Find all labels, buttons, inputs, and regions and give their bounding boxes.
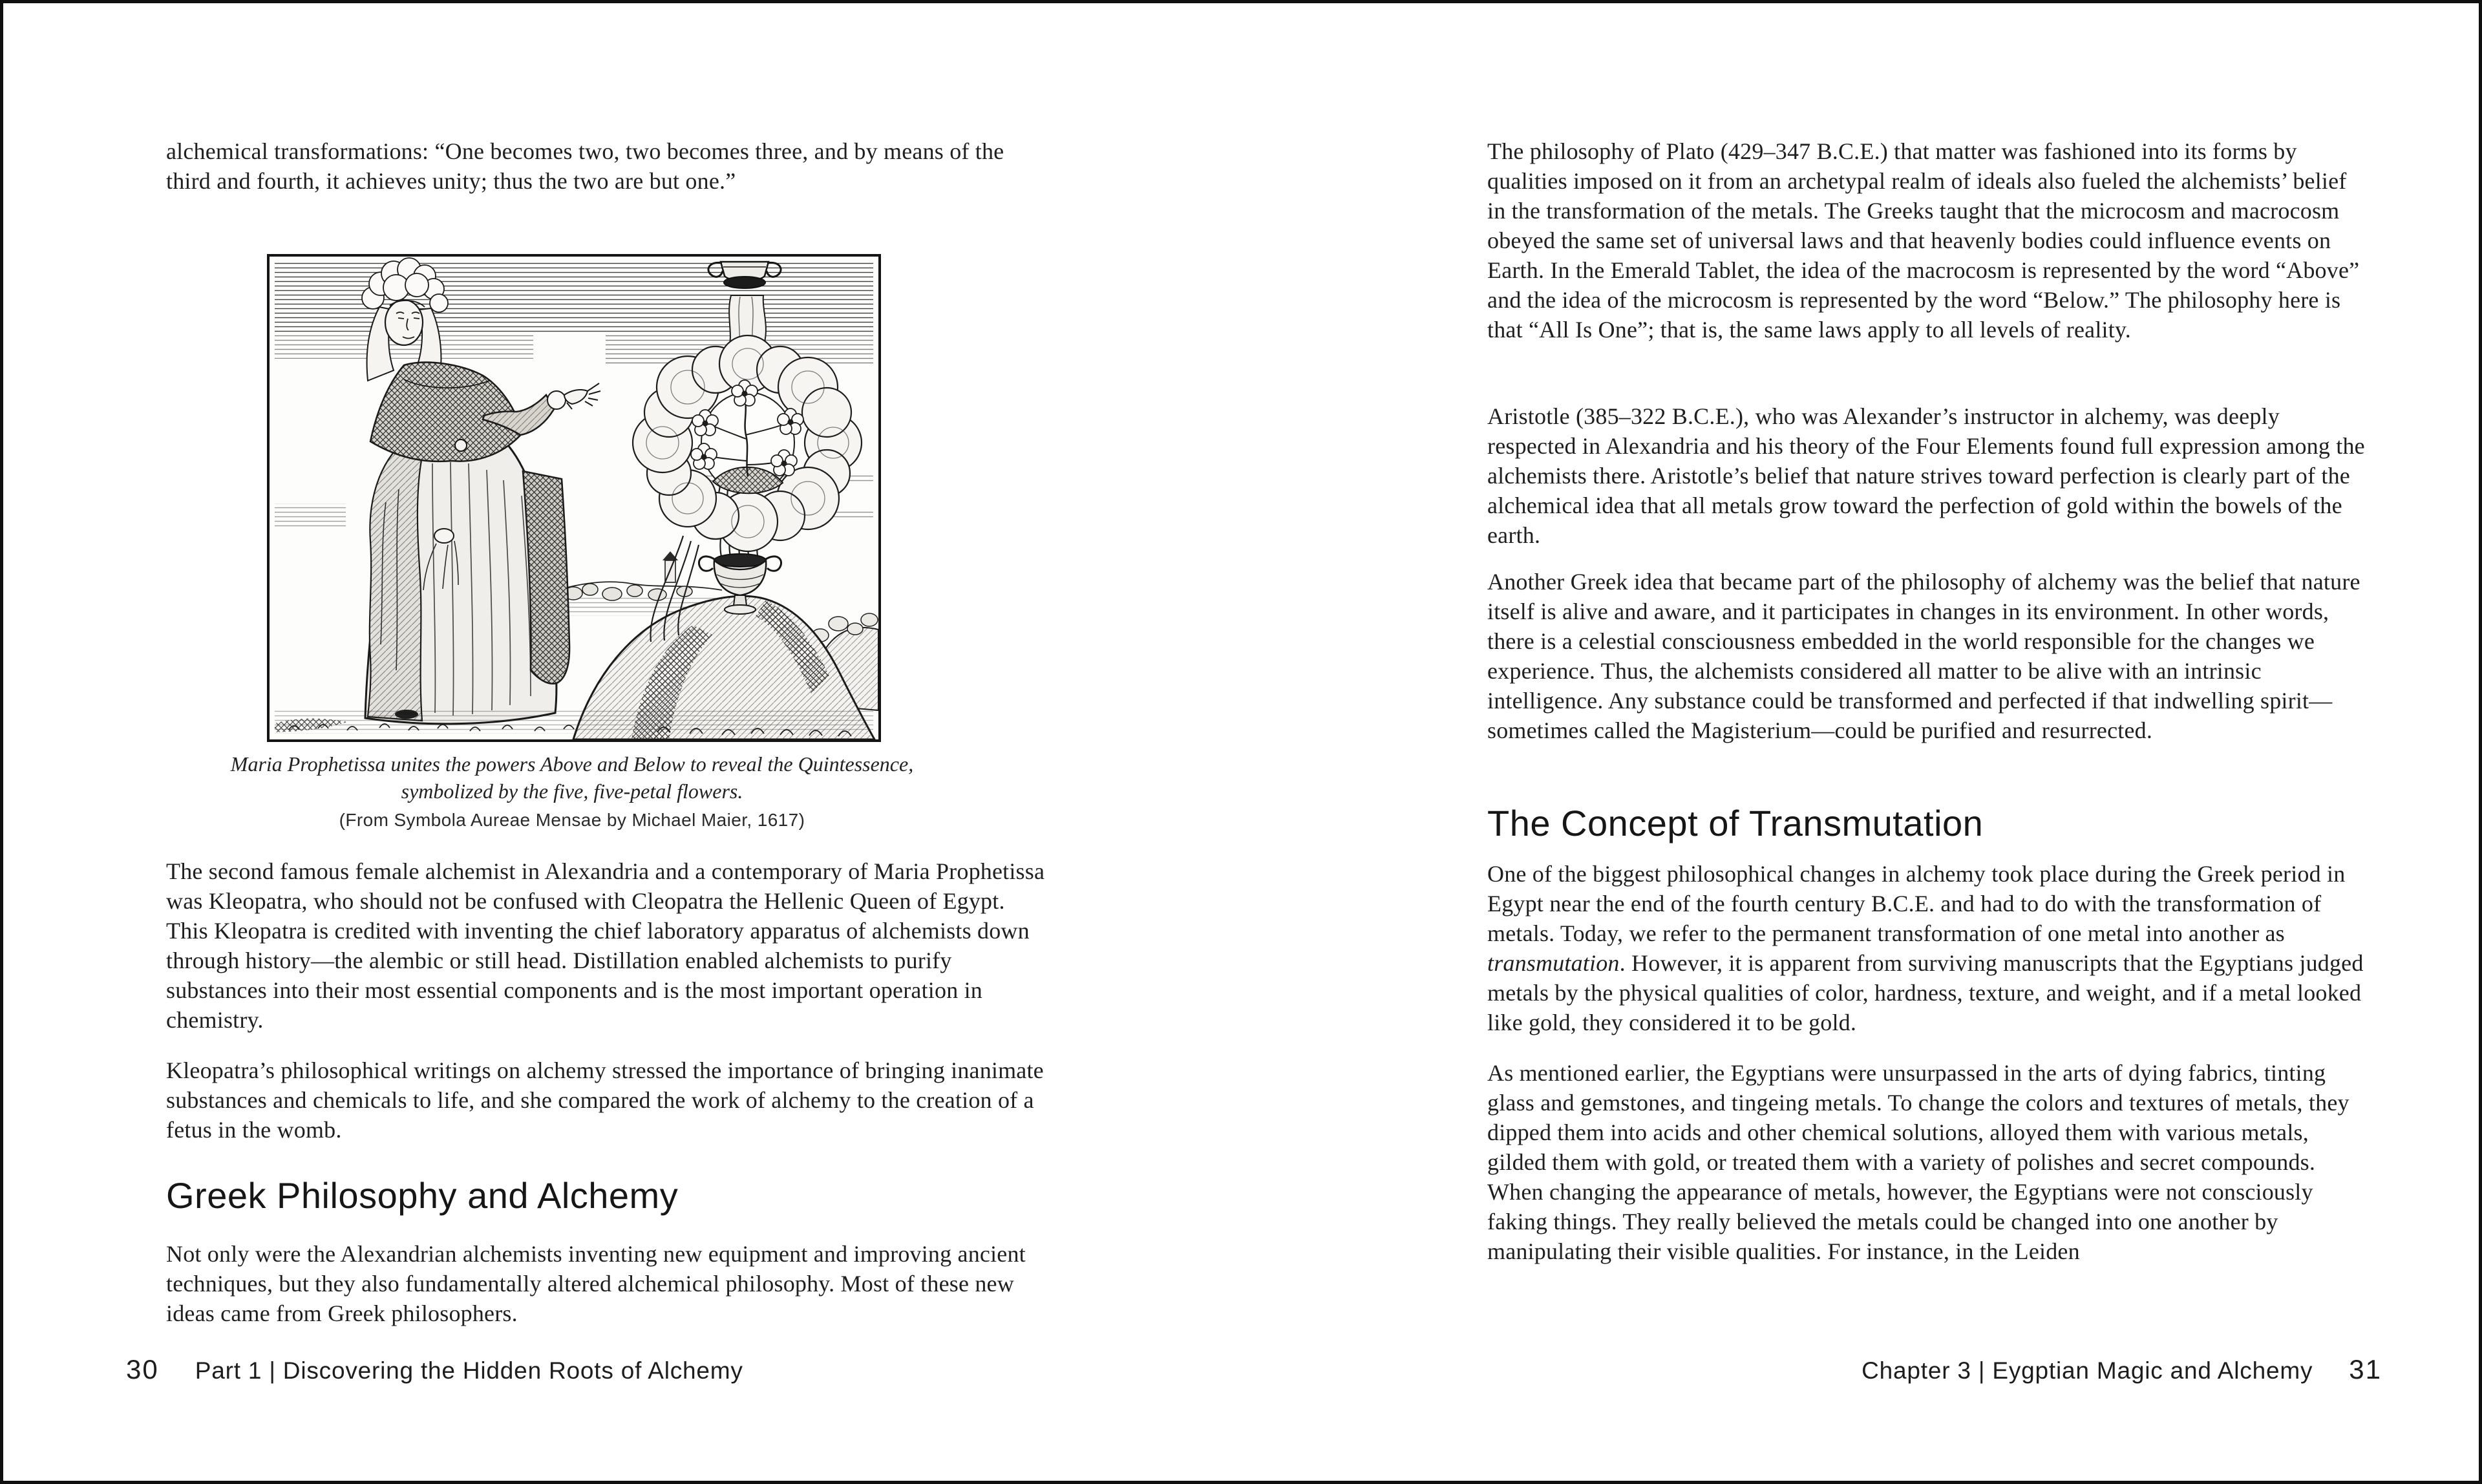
right-paragraph-transmutation (1487, 859, 2370, 1037)
transmutation-italic-word: transmutation (1487, 950, 1620, 976)
transmutation-post: . However, it is apparent from surviving manuscripts that the Egyptians judged metals by the physical qualities of color, hardness, texture, and weight, and if a metal looked like gold, they considered it to be gold. (1487, 950, 2364, 1035)
figure-caption (166, 750, 978, 805)
figure-caption-line1: Maria Prophetissa unites the powers Above and Below to reveal the Quintessence, (230, 752, 914, 776)
ground (275, 709, 873, 736)
cloak-clasp (455, 440, 467, 451)
right-page-footer (1862, 1354, 2382, 1385)
transmutation-pre: One of the biggest philosophical changes in alchemy took place during the Greek period in Egypt near the end of the fourth century B.C.E. and had to do with the transformation of metals. Today, we refer to the permanent transformation of one metal into another as (1487, 861, 2346, 946)
open-hand (564, 383, 600, 409)
left-paragraph-writings: Kleopatra’s philosophical writings on alchemy stressed the importance of bringing inanimate substances and chemicals to life, and she compared the work of alchemy to the creation of a fetus in the womb. (166, 1057, 1044, 1143)
cuff (547, 391, 566, 409)
maria-prophetissa-engraving (267, 254, 881, 742)
left-paragraph-kleopatra: The second famous female alchemist in Alexandria and a contemporary of Maria Prophetissa was Kleopatra, who should not be confused with Cleopatra the Hellenic Queen of Egypt. This Kleopatra is credited with inventing the chief laboratory apparatus of alchemists down through history—the alembic or still head. Distillation enabled alchemists to purify substances into their most essential components and is the most important operation in chemistry. (166, 858, 1045, 1033)
left-running-footer: Part 1 | Discovering the Hidden Roots of Alchemy (195, 1357, 743, 1384)
right-paragraph-plato: The philosophy of Plato (429–347 B.C.E.) that matter was fashioned into its forms by qualities imposed on it from an archetypal realm of ideals also fueled the alchemists’ belief in the transformation of the metals. The Greeks taught that the microcosm and macrocosm obeyed the same set of universal laws and that heavenly bodies could influence events on Earth. In the Emerald Tablet, the idea of the macrocosm is represented by the word “Above” and the idea of the microcosm is represented by the word “Below.” The philosophy here is that “All Is One”; that is, the same laws apply to all levels of reality. (1487, 138, 2360, 343)
figure-caption-line2: symbolized by the five, five-petal flowers. (401, 779, 743, 803)
figure-credit: (From Symbola Aureae Mensae by Michael Maier, 1617) (339, 810, 805, 830)
left-intro-paragraph: alchemical transformations: “One becomes two, two becomes three, and by means of the third and fourth, it achieves unity; thus the two are but one.” (166, 138, 1004, 194)
right-paragraph-nature: Another Greek idea that became part of the philosophy of alchemy was the belief that nature itself is alive and aware, and it participates in changes in its environment. In other words, there is a celestial consciousness embedded in the world responsible for the changes we experience. Thus, the alchemists considered all matter to be alive with an intrinsic intelligence. Any substance could be transformed and perfected if that indwelling spirit—sometimes called the Magisterium—could be purified and resurrected. (1487, 569, 2360, 743)
left-section-heading: Greek Philosophy and Alchemy (166, 1175, 679, 1216)
left-page-footer (126, 1354, 743, 1385)
left-paragraph-greek: Not only were the Alexandrian alchemists inventing new equipment and improving ancient techniques, but they also fundamentally altered alchemical philosophy. Most of these new ideas came from Greek philosophers. (166, 1241, 1026, 1326)
right-section-heading: The Concept of Transmutation (1487, 803, 1984, 843)
right-paragraph-egyptians: As mentioned earlier, the Egyptians were unsurpassed in the arts of dying fabrics, tinting glass and gemstones, and tingeing metals. To change the colors and textures of metals, they dipped them into acids and other chemical solutions, alloyed them with various metals, gilded them with gold, or treated them with a variety of polishes and secret compounds. When changing the appearance of metals, however, the Egyptians were not consciously faking things. They really believed the metals could be changed into one another by manipulating their visible qualities. For instance, in the Leiden (1487, 1060, 2349, 1264)
left-page-number: 30 (126, 1354, 159, 1384)
right-page-number: 31 (2349, 1354, 2382, 1384)
right-running-footer: Chapter 3 | Eygptian Magic and Alchemy (1862, 1357, 2313, 1384)
engraving-illustration (270, 257, 878, 739)
right-paragraph-aristotle: Aristotle (385–322 B.C.E.), who was Alexander’s instructor in alchemy, was deeply respected in Alexandria and his theory of the Four Elements found full expression among the alchemists there. Aristotle’s belief that nature strives toward perfection is clearly part of the alchemical idea that all metals grow toward the perfection of gold within the bowels of the earth. (1487, 403, 2365, 548)
